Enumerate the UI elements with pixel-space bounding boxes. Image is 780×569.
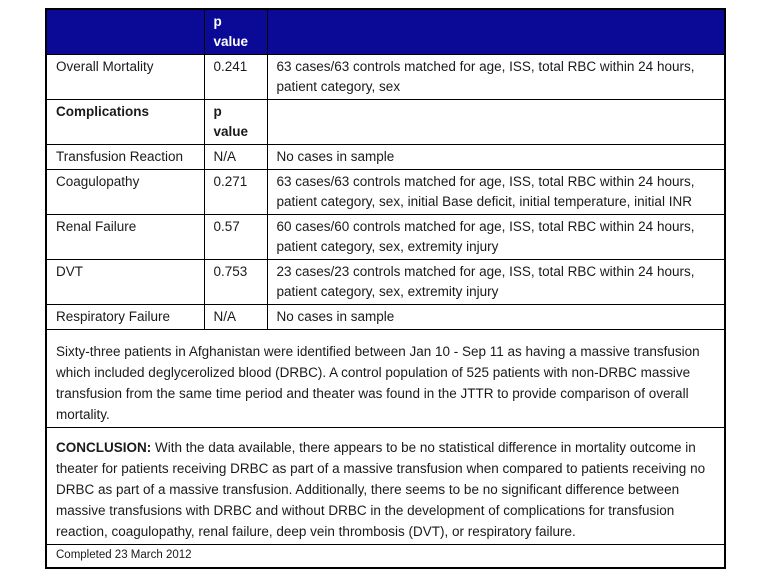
row-pvalue: 0.57 — [204, 215, 267, 260]
header-cell-pvalue: p value — [204, 9, 267, 55]
completed-date: Completed 23 March 2012 — [46, 545, 725, 569]
conclusion-row — [46, 428, 725, 545]
row-pvalue: N/A — [204, 145, 267, 170]
table-row-transfusion-reaction — [46, 145, 725, 170]
conclusion-paragraph — [46, 428, 725, 545]
header-cell-label — [46, 9, 204, 55]
table-header-row — [46, 9, 725, 55]
table-row-dvt — [46, 260, 725, 305]
row-label: Renal Failure — [46, 215, 204, 260]
row-label: DVT — [46, 260, 204, 305]
table-row-complications-header — [46, 100, 725, 145]
row-details: 23 cases/23 controls matched for age, ISS, total RBC within 24 hours, patient category, sex, extremity injury — [267, 260, 725, 305]
summary-paragraph: Sixty-three patients in Afghanistan were identified between Jan 10 - Sep 11 as having a massive transfusion which included deglycerolized blood (DRBC). A control population of 525 patients with non-DRBC massive transfusion from the same time period and theater was found in the JTTR to provide comparison of overall mortality. — [46, 330, 725, 428]
header-cell-details — [267, 9, 725, 55]
conclusion-text: With the data available, there appears to be no statistical difference in mortality outcome in theater for patients receiving DRBC as part of a massive transfusion when compared to patients receiving no DRBC as part of a massive transfusion. Additionally, there seems to be no significant difference between massive transfusions with DRBC and without DRBC in the development of complications for transfusion reaction, coagulopathy, renal failure, deep vein thrombosis (DVT), or respiratory failure. — [56, 440, 706, 539]
row-details: No cases in sample — [267, 145, 725, 170]
row-label: Respiratory Failure — [46, 305, 204, 330]
table-row-coagulopathy — [46, 170, 725, 215]
row-label: Coagulopathy — [46, 170, 204, 215]
table-row-renal-failure — [46, 215, 725, 260]
row-details — [267, 100, 725, 145]
row-pvalue: 0.271 — [204, 170, 267, 215]
row-pvalue: 0.241 — [204, 55, 267, 100]
row-details: 63 cases/63 controls matched for age, ISS, total RBC within 24 hours, patient category, sex — [267, 55, 725, 100]
row-details: 60 cases/60 controls matched for age, ISS, total RBC within 24 hours, patient category, sex, extremity injury — [267, 215, 725, 260]
row-pvalue: N/A — [204, 305, 267, 330]
conclusion-label: CONCLUSION: — [56, 440, 152, 455]
row-pvalue: 0.753 — [204, 260, 267, 305]
row-pvalue: p value — [204, 100, 267, 145]
row-details: 63 cases/63 controls matched for age, ISS, total RBC within 24 hours, patient category, sex, initial Base deficit, initial temperature, initial INR — [267, 170, 725, 215]
row-details: No cases in sample — [267, 305, 725, 330]
row-label: Transfusion Reaction — [46, 145, 204, 170]
row-label: Overall Mortality — [46, 55, 204, 100]
completed-row — [46, 545, 725, 569]
row-label: Complications — [46, 100, 204, 145]
table-row-respiratory-failure — [46, 305, 725, 330]
table-row-overall-mortality — [46, 55, 725, 100]
summary-row — [46, 330, 725, 428]
results-table — [45, 8, 726, 569]
